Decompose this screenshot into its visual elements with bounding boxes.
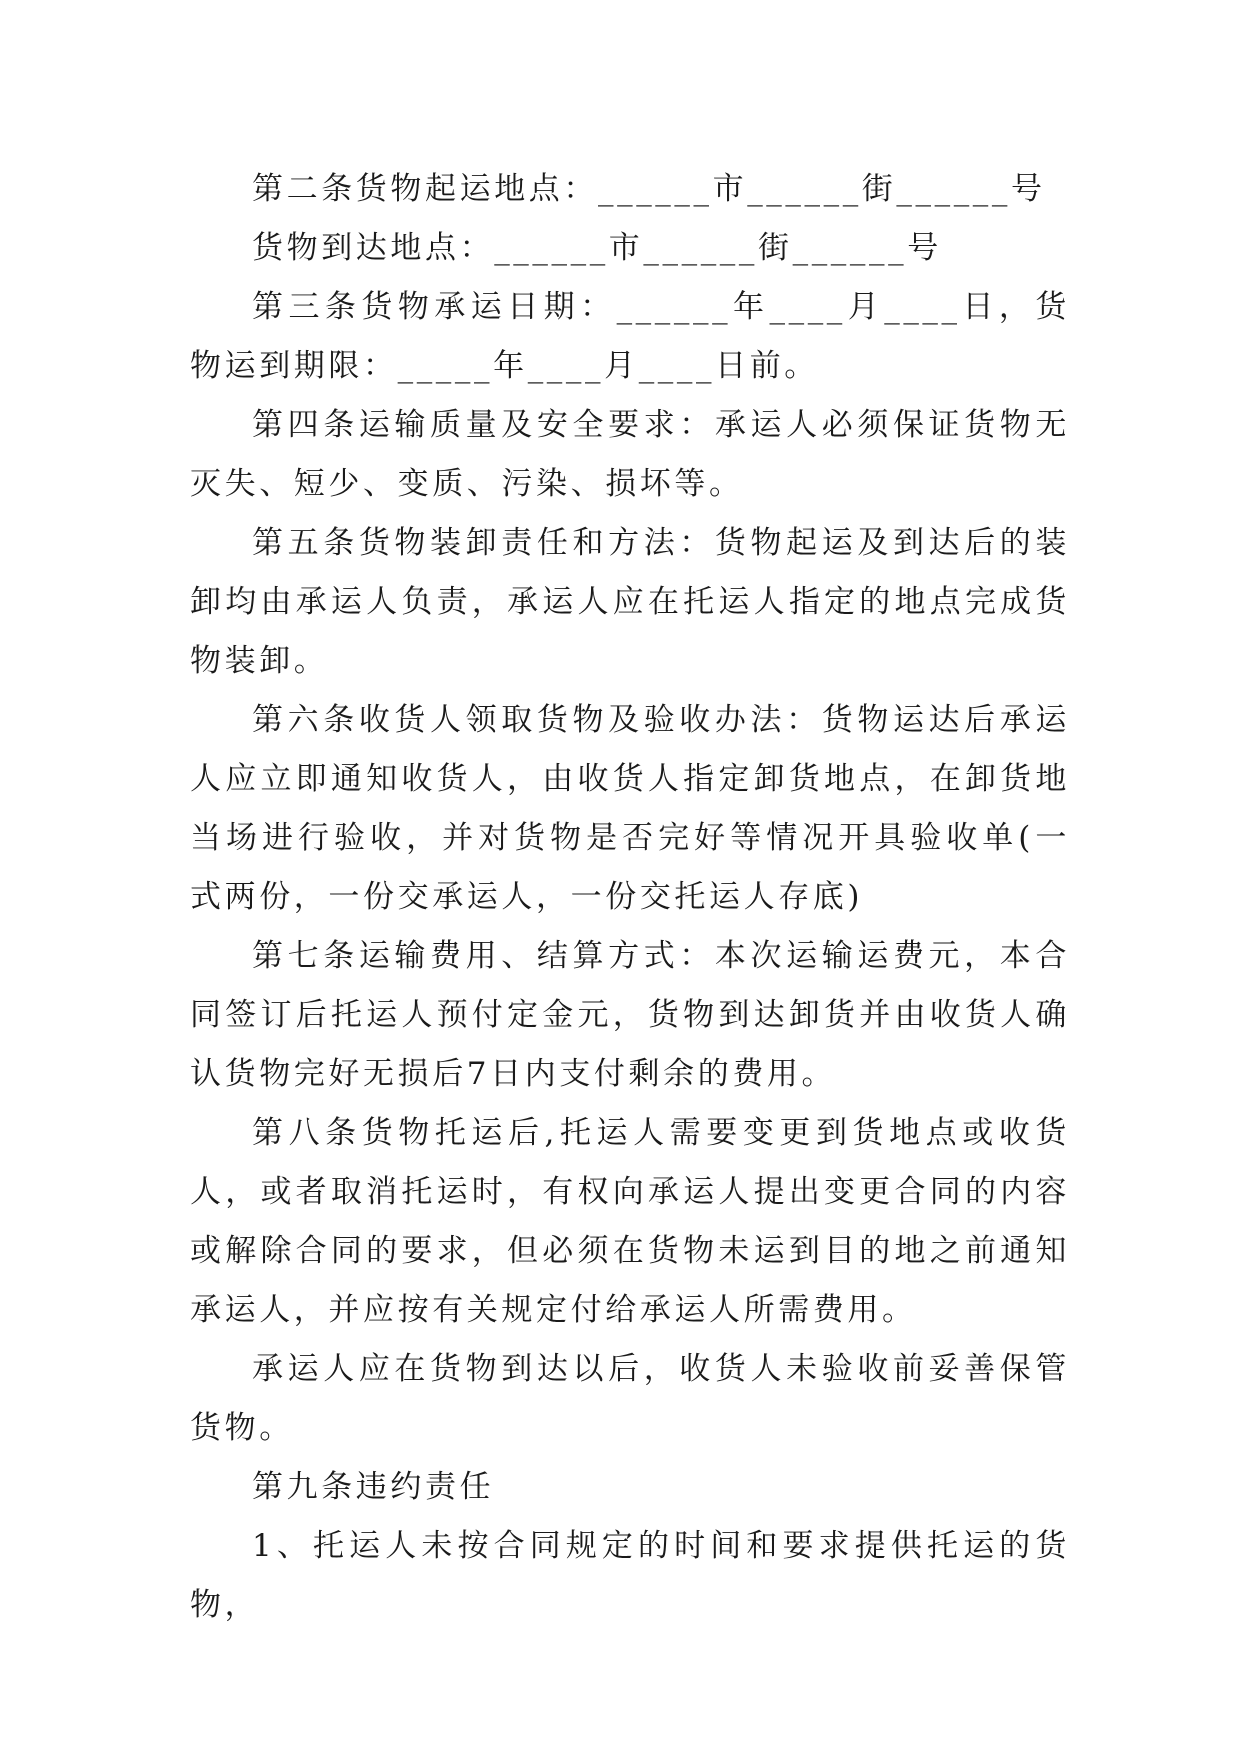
paragraph-liability-item-1: 1、托运人未按合同规定的时间和要求提供托运的货物， <box>190 1528 1070 1623</box>
contract-body <box>190 160 1070 1635</box>
paragraph-receipt-inspection: 第六条收货人领取货物及验收办法：货物运达后承运人应立即通知收货人，由收货人指定卸货地点，在卸货地当场进行验收，并对货物是否完好等情况开具验收单(一式两份，一份交承运人，一份交托运人存底) <box>190 702 1070 915</box>
paragraph-shipping-dates: 第三条货物承运日期：______年____月____日，货物运到期限：_____年____月____日前。 <box>190 289 1070 384</box>
paragraph-destination-address: 货物到达地点：______市______街______号 <box>252 230 942 266</box>
paragraph-quality-safety: 第四条运输质量及安全要求：承运人必须保证货物无灭失、短少、变质、污染、损坏等。 <box>190 407 1070 502</box>
paragraph-safekeeping: 承运人应在货物到达以后，收货人未验收前妥善保管货物。 <box>190 1351 1070 1446</box>
paragraph-origin-address: 第二条货物起运地点：______市______街______号 <box>252 171 1046 207</box>
paragraph-loading-responsibility: 第五条货物装卸责任和方法：货物起运及到达后的装卸均由承运人负责，承运人应在托运人指定的地点完成货物装卸。 <box>190 525 1070 679</box>
paragraph-change-cancellation: 第八条货物托运后,托运人需要变更到货地点或收货人，或者取消托运时，有权向承运人提出变更合同的内容或解除合同的要求，但必须在货物未运到目的地之前通知承运人，并应按有关规定付给承运人所需费用。 <box>190 1115 1070 1328</box>
paragraph-fees-settlement: 第七条运输费用、结算方式：本次运输运费元，本合同签订后托运人预付定金元，货物到达卸货并由收货人确认货物完好无损后7日内支付剩余的费用。 <box>190 938 1070 1092</box>
paragraph-liability-heading: 第九条违约责任 <box>252 1469 495 1505</box>
